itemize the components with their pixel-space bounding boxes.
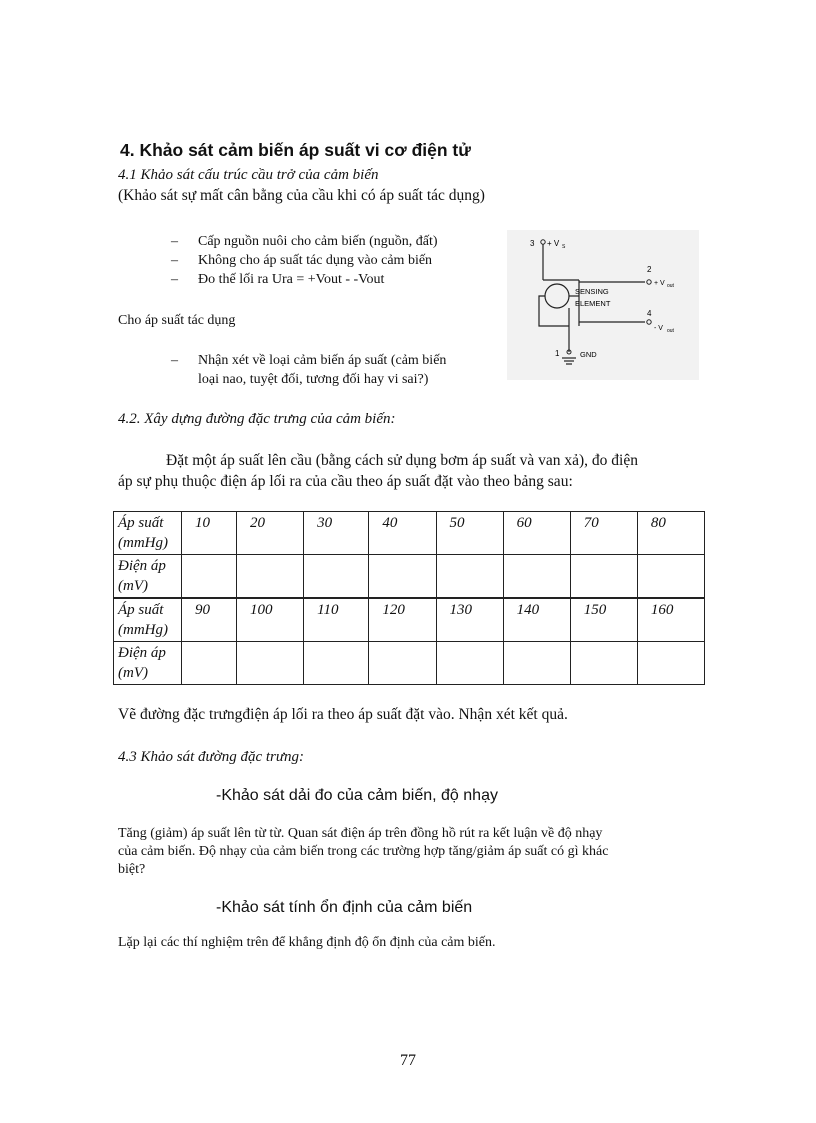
section-heading: 4. Khảo sát cảm biến áp suất vi cơ điện tử [120,140,471,160]
section-4-2-para-line2: áp sự phụ thuộc điện áp lối ra của cầu theo áp suất đặt vào theo bảng sau: [118,473,573,490]
element-label: ELEMENT [575,299,611,308]
table-cell: 160 [637,598,704,642]
measurement-table [113,511,705,685]
table-cell: 10 [182,512,237,555]
table-cell-label: Điện áp (mV) [114,642,182,685]
table-cell-label: Điện áp (mV) [114,555,182,599]
pin4-label: 4 [647,309,652,318]
table-cell: 70 [570,512,637,555]
table-cell [570,555,637,599]
pin2-label: 2 [647,265,652,274]
section-4-1-subtitle: (Khảo sát sự mất cân bằng của cầu khi có áp suất tác dụng) [118,187,485,204]
table-cell: 100 [236,598,303,642]
section-4-2-title: 4.2. Xây dựng đường đặc trưng của cảm biến: [118,411,396,427]
vs-sub: S [562,244,566,250]
table-cell [637,555,704,599]
sensor-circuit-diagram [507,230,699,380]
table-cell [369,642,436,685]
pin1-label: 1 [555,349,560,358]
table-row [114,555,705,599]
list-item: – Cấp nguồn nuôi cho cảm biến (nguồn, đất) [171,232,501,251]
table-cell [503,642,570,685]
table-cell-label: Áp suất (mmHg) [114,512,182,555]
vs-label: + V [547,239,560,248]
vout-minus-label: - V [654,325,663,332]
table-cell: 30 [304,512,369,555]
pressure-note: Cho áp suất tác dụng [118,313,236,328]
checklist-2 [171,351,511,389]
subsection-stability: -Khảo sát tính ổn định của cảm biến [216,899,473,916]
pin3-label: 3 [530,239,535,248]
table-cell: 130 [436,598,503,642]
section-4-1-title: 4.1 Khảo sát cấu trúc cầu trở của cảm biến [118,167,379,183]
table-cell: 140 [503,598,570,642]
gnd-label: GND [580,350,597,359]
list-item: – Không cho áp suất tác dụng vào cảm biến [171,251,501,270]
table-cell: 110 [304,598,369,642]
table-cell [436,555,503,599]
checklist-1 [171,232,501,289]
list-item [171,351,511,389]
section-4-2-para-line1: Đặt một áp suất lên cầu (bằng cách sử dụng bơm áp suất và van xả), đo điện [166,452,638,469]
range-paragraph: Tăng (giảm) áp suất lên từ từ. Quan sát điện áp trên đồng hồ rút ra kết luận về độ nhạy của cảm biến. Độ nhạy của cảm biến trong các trường hợp tăng/giảm áp suất có gì khác biệt? [118,826,609,877]
table-cell [182,555,237,599]
table-cell [304,555,369,599]
table-cell: 90 [182,598,237,642]
table-cell: 20 [236,512,303,555]
table-row [114,598,705,642]
vout-minus-sub: out [667,328,674,334]
table-cell [182,642,237,685]
table-cell [236,642,303,685]
table-cell: 80 [637,512,704,555]
section-4-3-title: 4.3 Khảo sát đường đặc trưng: [118,749,305,765]
subsection-range-sensitivity: -Khảo sát dải đo của cảm biến, độ nhạy [216,787,498,804]
table-cell [637,642,704,685]
table-cell: 150 [570,598,637,642]
table-row [114,512,705,555]
table-cell [236,555,303,599]
list-item-line2: loại nao, tuyệt đối, tương đối hay vi sai?) [198,372,429,387]
table-row [114,642,705,685]
stability-paragraph: Lặp lại các thí nghiệm trên để khẳng định độ ổn định của cảm biến. [118,935,496,950]
vout-plus-sub: out [667,283,674,289]
table-cell [503,555,570,599]
table-cell [570,642,637,685]
table-cell [436,642,503,685]
table-cell [304,642,369,685]
table-cell: 60 [503,512,570,555]
table-cell-label: Áp suất (mmHg) [114,598,182,642]
sensing-label: SENSING [575,287,609,296]
after-table-text: Vẽ đường đặc trưngđiện áp lối ra theo áp suất đặt vào. Nhận xét kết quả. [118,706,568,723]
list-item: – Đo thế lối ra Ura = +Vout - -Vout [171,270,501,289]
table-cell [369,555,436,599]
list-item-line1: Nhận xét về loại cảm biến áp suất (cảm biến [198,353,447,368]
table-cell: 40 [369,512,436,555]
table-cell: 50 [436,512,503,555]
page-number: 77 [400,1052,416,1069]
table-cell: 120 [369,598,436,642]
vout-plus-label: + V [654,280,665,287]
